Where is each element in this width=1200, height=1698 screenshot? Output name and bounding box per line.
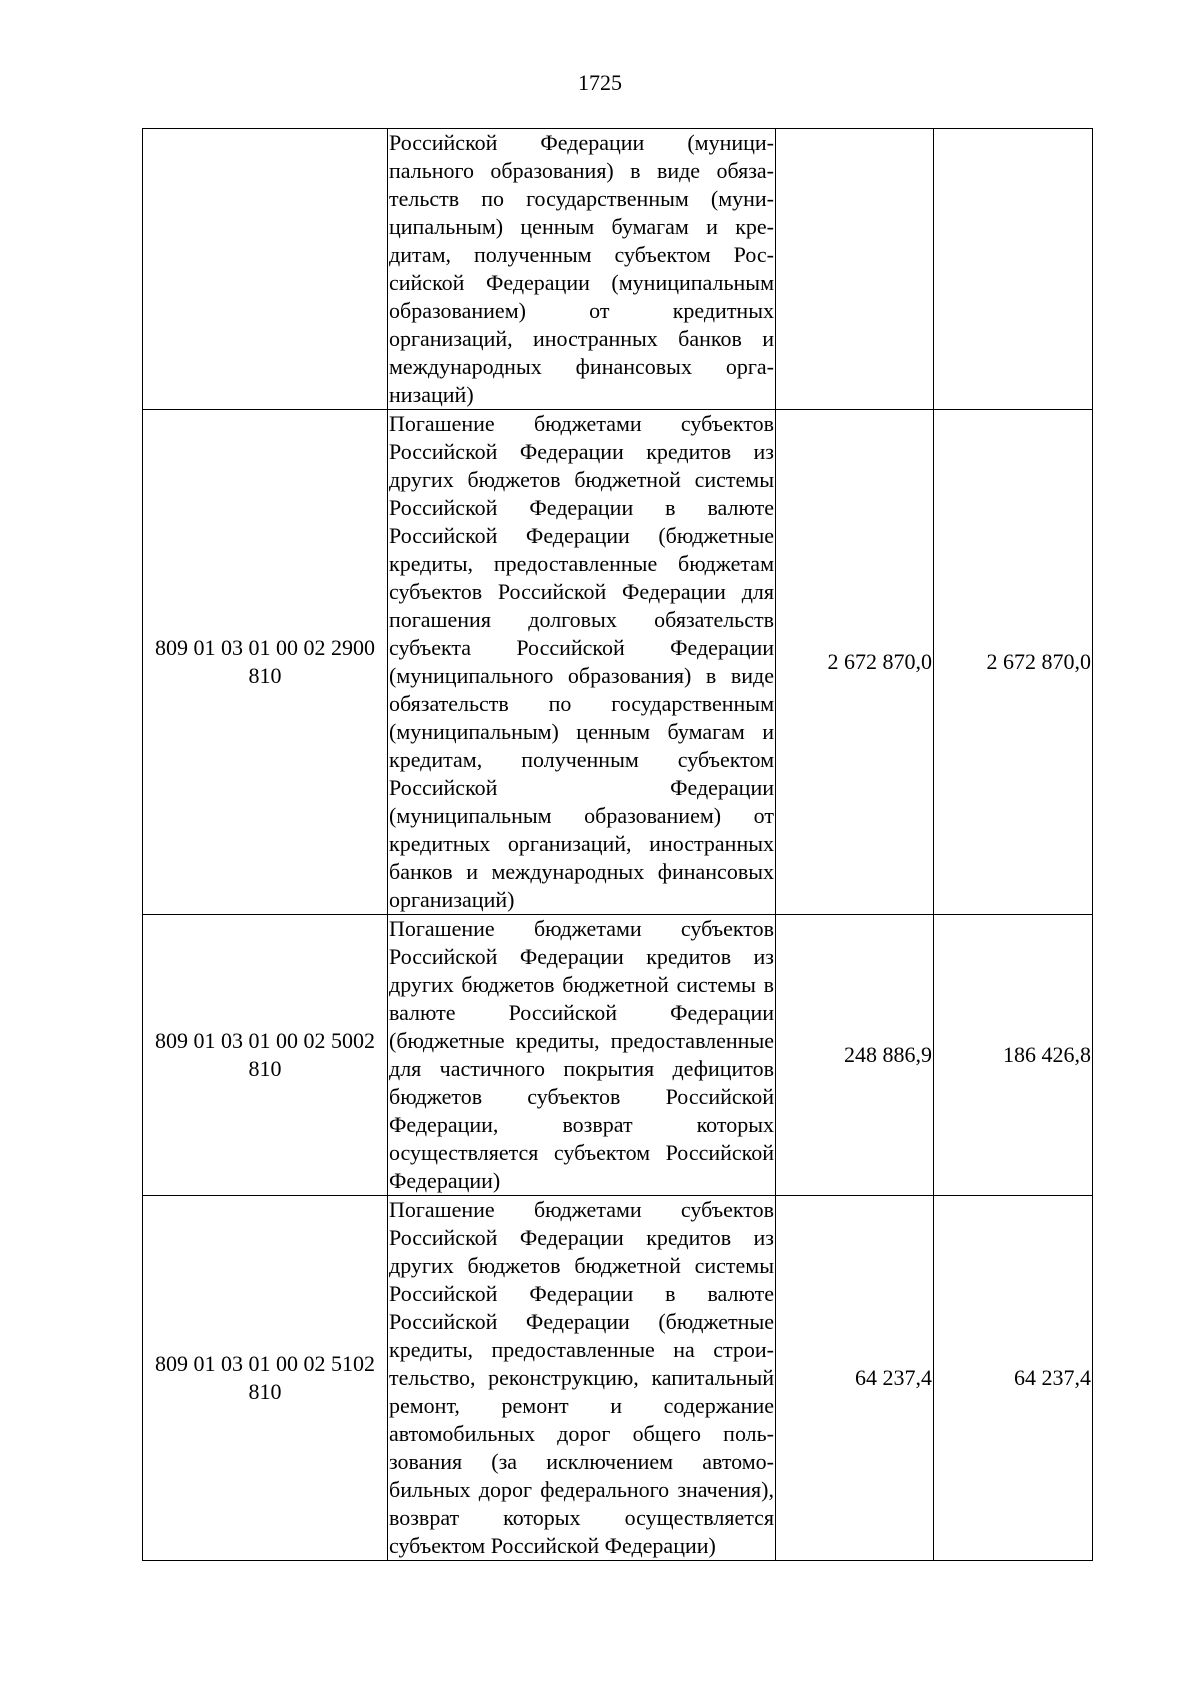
description-cell: Российской Федерации (муниципального образования) в виде обязательств по государственным (муниципальным) ценным бумагам и кредитам, полученным субъектом Российской Федерации (муниципальным образованием) от кредитных организаций, иностранных банков и международных финансовых организаций): [388, 129, 776, 410]
value-2-cell: [934, 129, 1093, 410]
code-cell: 809 01 03 01 00 02 2900 810: [143, 410, 388, 915]
value-2-cell: 2 672 870,0: [934, 410, 1093, 915]
value-1-cell: 248 886,9: [776, 915, 934, 1196]
table-row: [143, 129, 1093, 410]
budget-table: [142, 128, 1093, 1561]
value-1-cell: 64 237,4: [776, 1196, 934, 1561]
description-cell: Погашение бюджетами субъектов Российской Федерации кредитов из других бюджетов бюджетной системы в валюте Российской Федерации (бюджетные кредиты, предоставленные для частичного покрытия дефицитов бюджетов субъектов Российской Федерации, возврат которых осуществляется субъектом Российской Федерации): [388, 915, 776, 1196]
table-row: [143, 915, 1093, 1196]
code-cell: [143, 129, 388, 410]
code-cell: 809 01 03 01 00 02 5002 810: [143, 915, 388, 1196]
value-1-cell: [776, 129, 934, 410]
table-row: [143, 1196, 1093, 1561]
code-cell: 809 01 03 01 00 02 5102 810: [143, 1196, 388, 1561]
value-1-cell: 2 672 870,0: [776, 410, 934, 915]
value-2-cell: 186 426,8: [934, 915, 1093, 1196]
value-2-cell: 64 237,4: [934, 1196, 1093, 1561]
page-number: 1725: [578, 70, 622, 95]
description-cell: Погашение бюджетами субъектов Российской Федерации кредитов из других бюджетов бюджетной системы Российской Федерации в валюте Российской Федерации (бюджетные кредиты, предоставленные бюджетам субъектов Российской Федерации для погашения долговых обязательств субъекта Российской Федерации (муниципального образования) в виде обязательств по государственным (муниципальным) ценным бумагам и кредитам, полученным субъектом Российской Федерации (муниципальным образованием) от кредитных организаций, иностранных банков и международных финансовых организаций): [388, 410, 776, 915]
description-cell: Погашение бюджетами субъектов Российской Федерации кредитов из других бюджетов бюджетной системы Российской Федерации в валюте Российской Федерации (бюджетные кредиты, предоставленные на строительство, реконструкцию, капитальный ремонт, ремонт и содержание автомобильных дорог общего пользования (за исключением автомобильных дорог федерального значения), возврат которых осуществляется субъектом Российской Федерации): [388, 1196, 776, 1561]
table-row: [143, 410, 1093, 915]
